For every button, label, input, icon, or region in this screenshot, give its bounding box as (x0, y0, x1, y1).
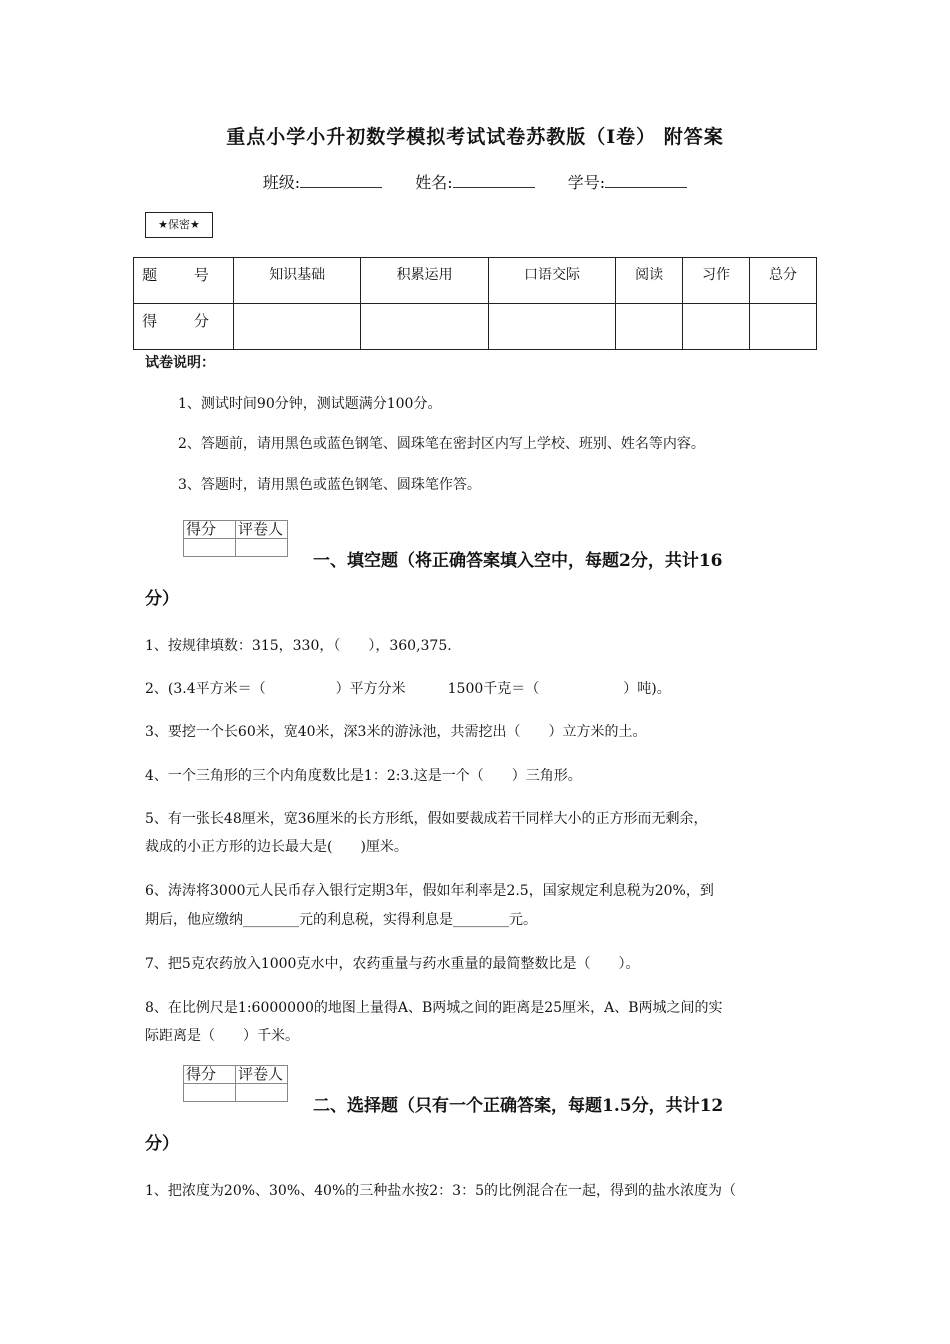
score-cell[interactable] (750, 304, 817, 350)
score-cell[interactable] (488, 304, 615, 350)
instruction-item: 3、答题时，请用黑色或蓝色钢笔、圆珠笔作答。 (178, 477, 481, 493)
score-value-row (134, 304, 817, 350)
id-field[interactable] (568, 170, 687, 193)
grader-reviewer-label: 评卷人 (236, 1066, 288, 1084)
col-header: 总分 (750, 258, 817, 304)
grader-reviewer-cell[interactable] (236, 539, 288, 557)
name-blank[interactable] (453, 173, 535, 188)
section-1-title-cont: 分） (145, 589, 179, 609)
row-label-question: 题 号 (134, 258, 234, 304)
grader-reviewer-cell[interactable] (236, 1084, 288, 1102)
name-field[interactable] (415, 170, 534, 193)
question-5: 5、有一张长48厘米，宽36厘米的长方形纸，假如要裁成若干同样大小的正方形而无剩余， (145, 811, 708, 827)
score-cell[interactable] (234, 304, 361, 350)
page-title: 重点小学小升初数学模拟考试试卷苏教版（I卷） 附答案 (226, 126, 724, 148)
grader-box-1 (183, 520, 288, 557)
col-header: 口语交际 (488, 258, 615, 304)
choice-question-1: 1、把浓度为20%、30%、40%的三种盐水按2：3：5的比例混合在一起，得到的盐水浓度为（ (145, 1183, 736, 1199)
class-label: 班级: (262, 173, 301, 192)
section-2-title: 二、选择题（只有一个正确答案，每题1.5分，共计12 (313, 1096, 724, 1116)
question-1: 1、按规律填数：315，330，（ ），360,375. (145, 638, 452, 654)
name-label: 姓名: (415, 173, 453, 192)
col-header: 知识基础 (234, 258, 361, 304)
class-field[interactable] (263, 170, 382, 193)
question-6: 6、涛涛将3000元人民币存入银行定期3年，假如年利率是2.5，国家规定利息税为20%，到 (145, 883, 714, 899)
question-2: 2、(3.4平方米＝（ ）平方分米 1500千克＝（ ）吨)。 (145, 681, 671, 697)
grader-reviewer-label: 评卷人 (236, 521, 288, 539)
grader-score-label: 得分 (184, 521, 236, 539)
id-label: 学号: (567, 173, 606, 192)
section-1-title: 一、填空题（将正确答案填入空中，每题2分，共计16 (313, 551, 723, 571)
score-cell[interactable] (616, 304, 683, 350)
class-blank[interactable] (300, 173, 382, 188)
col-header: 阅读 (616, 258, 683, 304)
grader-score-label: 得分 (184, 1066, 236, 1084)
instruction-item: 1、测试时间90分钟，测试题满分100分。 (178, 396, 442, 412)
score-header-row (134, 258, 817, 304)
col-header: 习作 (683, 258, 750, 304)
question-8-cont: 际距离是（ ）千米。 (145, 1028, 299, 1044)
grader-score-cell[interactable] (184, 1084, 236, 1102)
score-cell[interactable] (361, 304, 488, 350)
row-label-score: 得 分 (134, 304, 234, 350)
question-6-cont: 期后，他应缴纳________元的利息税，实得利息是________元。 (145, 912, 537, 928)
instructions-heading: 试卷说明： (145, 355, 215, 371)
question-7: 7、把5克农药放入1000克水中，农药重量与药水重量的最简整数比是（ ）。 (145, 956, 640, 972)
grader-score-cell[interactable] (184, 539, 236, 557)
section-2-title-cont: 分） (145, 1134, 179, 1154)
secret-stamp: ★保密★ (145, 212, 213, 238)
col-header: 积累运用 (361, 258, 488, 304)
instruction-item: 2、答题前，请用黑色或蓝色钢笔、圆珠笔在密封区内写上学校、班别、姓名等内容。 (178, 436, 705, 452)
score-cell[interactable] (683, 304, 750, 350)
score-table (133, 257, 817, 350)
question-5-cont: 裁成的小正方形的边长最大是( )厘米。 (145, 839, 408, 855)
id-blank[interactable] (605, 173, 687, 188)
grader-box-2 (183, 1065, 288, 1102)
question-3: 3、要挖一个长60米，宽40米，深3米的游泳池，共需挖出（ ）立方米的土。 (145, 724, 647, 740)
question-4: 4、一个三角形的三个内角度数比是1：2:3.这是一个（ ）三角形。 (145, 768, 582, 784)
student-info (0, 170, 950, 193)
question-8: 8、在比例尺是1:6000000的地图上量得A、B两城之间的距离是25厘米，A、B两城之间的实 (145, 1000, 723, 1016)
